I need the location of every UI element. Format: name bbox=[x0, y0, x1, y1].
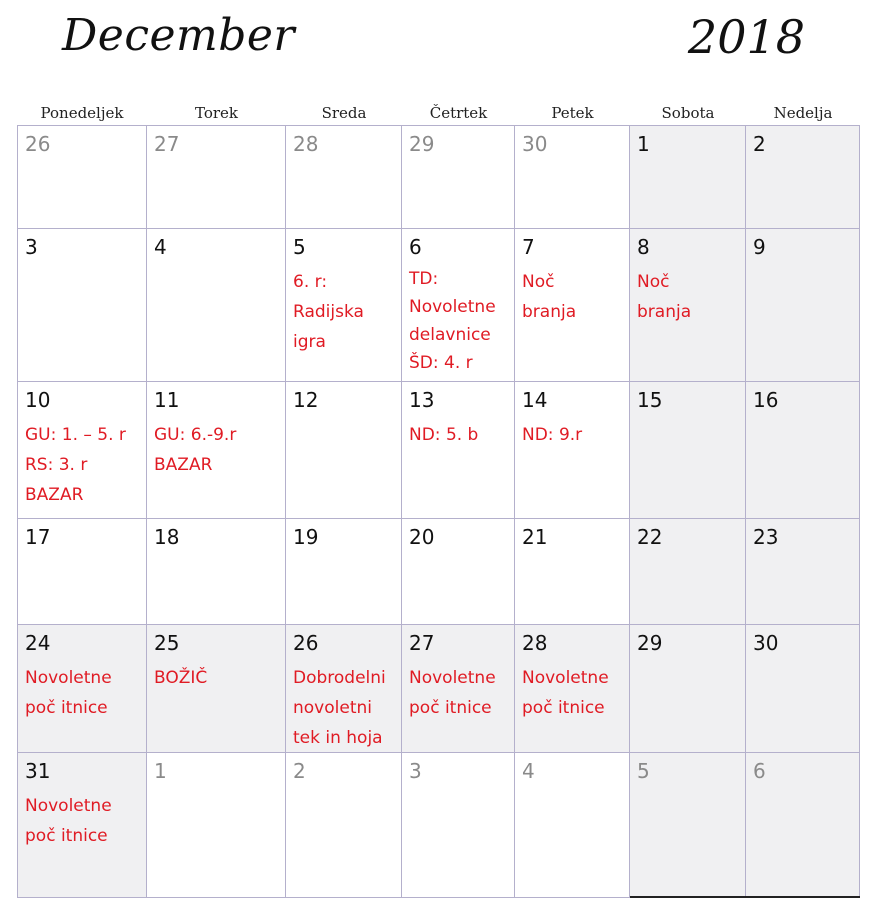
day-number: 18 bbox=[154, 525, 180, 549]
day-number: 6 bbox=[753, 759, 766, 783]
day-cell[interactable] bbox=[147, 382, 286, 519]
event-list bbox=[293, 663, 399, 753]
calendar-grid bbox=[17, 125, 860, 898]
event-text: Dobrodelni bbox=[293, 668, 386, 688]
day-cell[interactable] bbox=[515, 125, 630, 229]
day-cell[interactable] bbox=[147, 125, 286, 229]
day-cell[interactable] bbox=[515, 229, 630, 382]
day-cell[interactable] bbox=[286, 229, 402, 382]
day-cell[interactable] bbox=[630, 125, 746, 229]
event-text: Novoletne bbox=[522, 668, 609, 688]
day-number: 19 bbox=[293, 525, 319, 549]
event-text: poč itnice bbox=[25, 826, 108, 846]
day-number: 1 bbox=[637, 132, 650, 156]
event-text: tek in hoja bbox=[293, 728, 383, 748]
day-number: 5 bbox=[293, 235, 306, 259]
event-text: BAZAR bbox=[25, 485, 84, 505]
event-list bbox=[409, 663, 512, 723]
day-number: 2 bbox=[753, 132, 766, 156]
day-cell[interactable] bbox=[17, 519, 147, 625]
day-number: 23 bbox=[753, 525, 779, 549]
bottom-divider bbox=[630, 896, 860, 898]
event-text: GU: 1. – 5. r bbox=[25, 425, 126, 445]
day-number: 20 bbox=[409, 525, 435, 549]
event-text: 6. r: bbox=[293, 272, 328, 292]
day-number: 28 bbox=[293, 132, 319, 156]
day-number: 9 bbox=[753, 235, 766, 259]
day-number: 26 bbox=[293, 631, 319, 655]
month-title: December bbox=[62, 10, 295, 61]
day-cell[interactable] bbox=[630, 229, 746, 382]
event-text: poč itnice bbox=[522, 698, 605, 718]
day-number: 25 bbox=[154, 631, 180, 655]
weekday-3: Sreda bbox=[321, 104, 367, 122]
day-cell[interactable] bbox=[746, 625, 860, 753]
event-text: BAZAR bbox=[154, 455, 213, 475]
day-number: 14 bbox=[522, 388, 548, 412]
weekday-7: Nedelja bbox=[773, 104, 833, 122]
day-cell[interactable] bbox=[630, 519, 746, 625]
event-list bbox=[522, 267, 627, 327]
event-text: GU: 6.-9.r bbox=[154, 425, 237, 445]
day-cell[interactable] bbox=[746, 382, 860, 519]
day-number: 11 bbox=[154, 388, 180, 412]
day-cell[interactable] bbox=[515, 625, 630, 753]
weekday-header-row bbox=[17, 104, 860, 126]
event-text: Novoletne bbox=[409, 668, 496, 688]
event-text: Radijska bbox=[293, 302, 364, 322]
day-number: 27 bbox=[409, 631, 435, 655]
day-number: 7 bbox=[522, 235, 535, 259]
event-text: poč itnice bbox=[25, 698, 108, 718]
day-cell[interactable] bbox=[147, 625, 286, 753]
day-number: 4 bbox=[154, 235, 167, 259]
event-list bbox=[409, 265, 512, 377]
day-cell[interactable] bbox=[17, 382, 147, 519]
day-number: 30 bbox=[753, 631, 779, 655]
event-text: Novoletne bbox=[409, 297, 496, 317]
day-cell[interactable] bbox=[746, 125, 860, 229]
event-text: Novoletne bbox=[25, 796, 112, 816]
event-list bbox=[522, 663, 627, 723]
event-list bbox=[154, 420, 283, 480]
day-number: 6 bbox=[409, 235, 422, 259]
event-text: branja bbox=[522, 302, 577, 322]
day-cell[interactable] bbox=[17, 125, 147, 229]
day-cell[interactable] bbox=[286, 382, 402, 519]
day-number: 31 bbox=[25, 759, 51, 783]
day-number: 27 bbox=[154, 132, 180, 156]
day-number: 15 bbox=[637, 388, 663, 412]
day-number: 24 bbox=[25, 631, 51, 655]
event-text: Novoletne bbox=[25, 668, 112, 688]
event-list bbox=[409, 420, 512, 450]
event-list bbox=[25, 420, 144, 510]
day-cell[interactable] bbox=[515, 753, 630, 898]
event-list bbox=[154, 663, 283, 693]
day-number: 3 bbox=[409, 759, 422, 783]
event-list bbox=[25, 663, 144, 723]
day-cell[interactable] bbox=[286, 125, 402, 229]
event-text: igra bbox=[293, 332, 326, 352]
day-cell[interactable] bbox=[402, 229, 515, 382]
year-title: 2018 bbox=[687, 10, 805, 64]
weekday-2: Torek bbox=[194, 104, 238, 122]
day-cell[interactable] bbox=[286, 625, 402, 753]
day-number: 4 bbox=[522, 759, 535, 783]
weekday-4: Četrtek bbox=[429, 104, 488, 122]
day-cell[interactable] bbox=[286, 753, 402, 898]
day-cell[interactable] bbox=[402, 753, 515, 898]
day-number: 3 bbox=[25, 235, 38, 259]
event-text: BOŽIČ bbox=[154, 668, 208, 688]
event-text: ND: 5. b bbox=[409, 425, 479, 445]
event-list bbox=[293, 267, 399, 357]
day-number: 28 bbox=[522, 631, 548, 655]
day-cell[interactable] bbox=[17, 229, 147, 382]
day-cell[interactable] bbox=[515, 519, 630, 625]
day-cell[interactable] bbox=[515, 382, 630, 519]
day-cell[interactable] bbox=[402, 125, 515, 229]
day-number: 21 bbox=[522, 525, 548, 549]
event-text: novoletni bbox=[293, 698, 372, 718]
day-number: 8 bbox=[637, 235, 650, 259]
day-cell[interactable] bbox=[746, 753, 860, 898]
day-number: 12 bbox=[293, 388, 319, 412]
weekday-1: Ponedeljek bbox=[40, 104, 124, 122]
event-text: delavnice bbox=[409, 325, 491, 345]
day-cell[interactable] bbox=[147, 519, 286, 625]
event-text: TD: bbox=[409, 269, 439, 289]
day-number: 30 bbox=[522, 132, 548, 156]
day-number: 22 bbox=[637, 525, 663, 549]
day-number: 29 bbox=[637, 631, 663, 655]
day-cell[interactable] bbox=[147, 753, 286, 898]
event-text: ND: 9.r bbox=[522, 425, 583, 445]
event-text: Noč bbox=[637, 272, 670, 292]
day-cell[interactable] bbox=[630, 382, 746, 519]
day-number: 2 bbox=[293, 759, 306, 783]
day-number: 5 bbox=[637, 759, 650, 783]
day-number: 1 bbox=[154, 759, 167, 783]
day-cell[interactable] bbox=[402, 519, 515, 625]
event-text: RS: 3. r bbox=[25, 455, 88, 475]
day-cell[interactable] bbox=[402, 382, 515, 519]
day-cell[interactable] bbox=[746, 229, 860, 382]
day-cell[interactable] bbox=[17, 625, 147, 753]
event-text: branja bbox=[637, 302, 692, 322]
day-cell[interactable] bbox=[402, 625, 515, 753]
event-text: ŠD: 4. r bbox=[409, 353, 473, 373]
day-number: 29 bbox=[409, 132, 435, 156]
day-number: 16 bbox=[753, 388, 779, 412]
day-cell[interactable] bbox=[286, 519, 402, 625]
day-number: 13 bbox=[409, 388, 435, 412]
weekday-5: Petek bbox=[551, 104, 594, 122]
day-cell[interactable] bbox=[17, 753, 147, 898]
day-number: 17 bbox=[25, 525, 51, 549]
day-cell[interactable] bbox=[147, 229, 286, 382]
event-list bbox=[522, 420, 627, 450]
event-text: poč itnice bbox=[409, 698, 492, 718]
day-number: 10 bbox=[25, 388, 51, 412]
event-list bbox=[637, 267, 743, 327]
day-cell[interactable] bbox=[746, 519, 860, 625]
day-number: 26 bbox=[25, 132, 51, 156]
day-cell[interactable] bbox=[630, 625, 746, 753]
weekday-6: Sobota bbox=[661, 104, 715, 122]
day-cell[interactable] bbox=[630, 753, 746, 898]
event-list bbox=[25, 791, 144, 851]
event-text: Noč bbox=[522, 272, 555, 292]
